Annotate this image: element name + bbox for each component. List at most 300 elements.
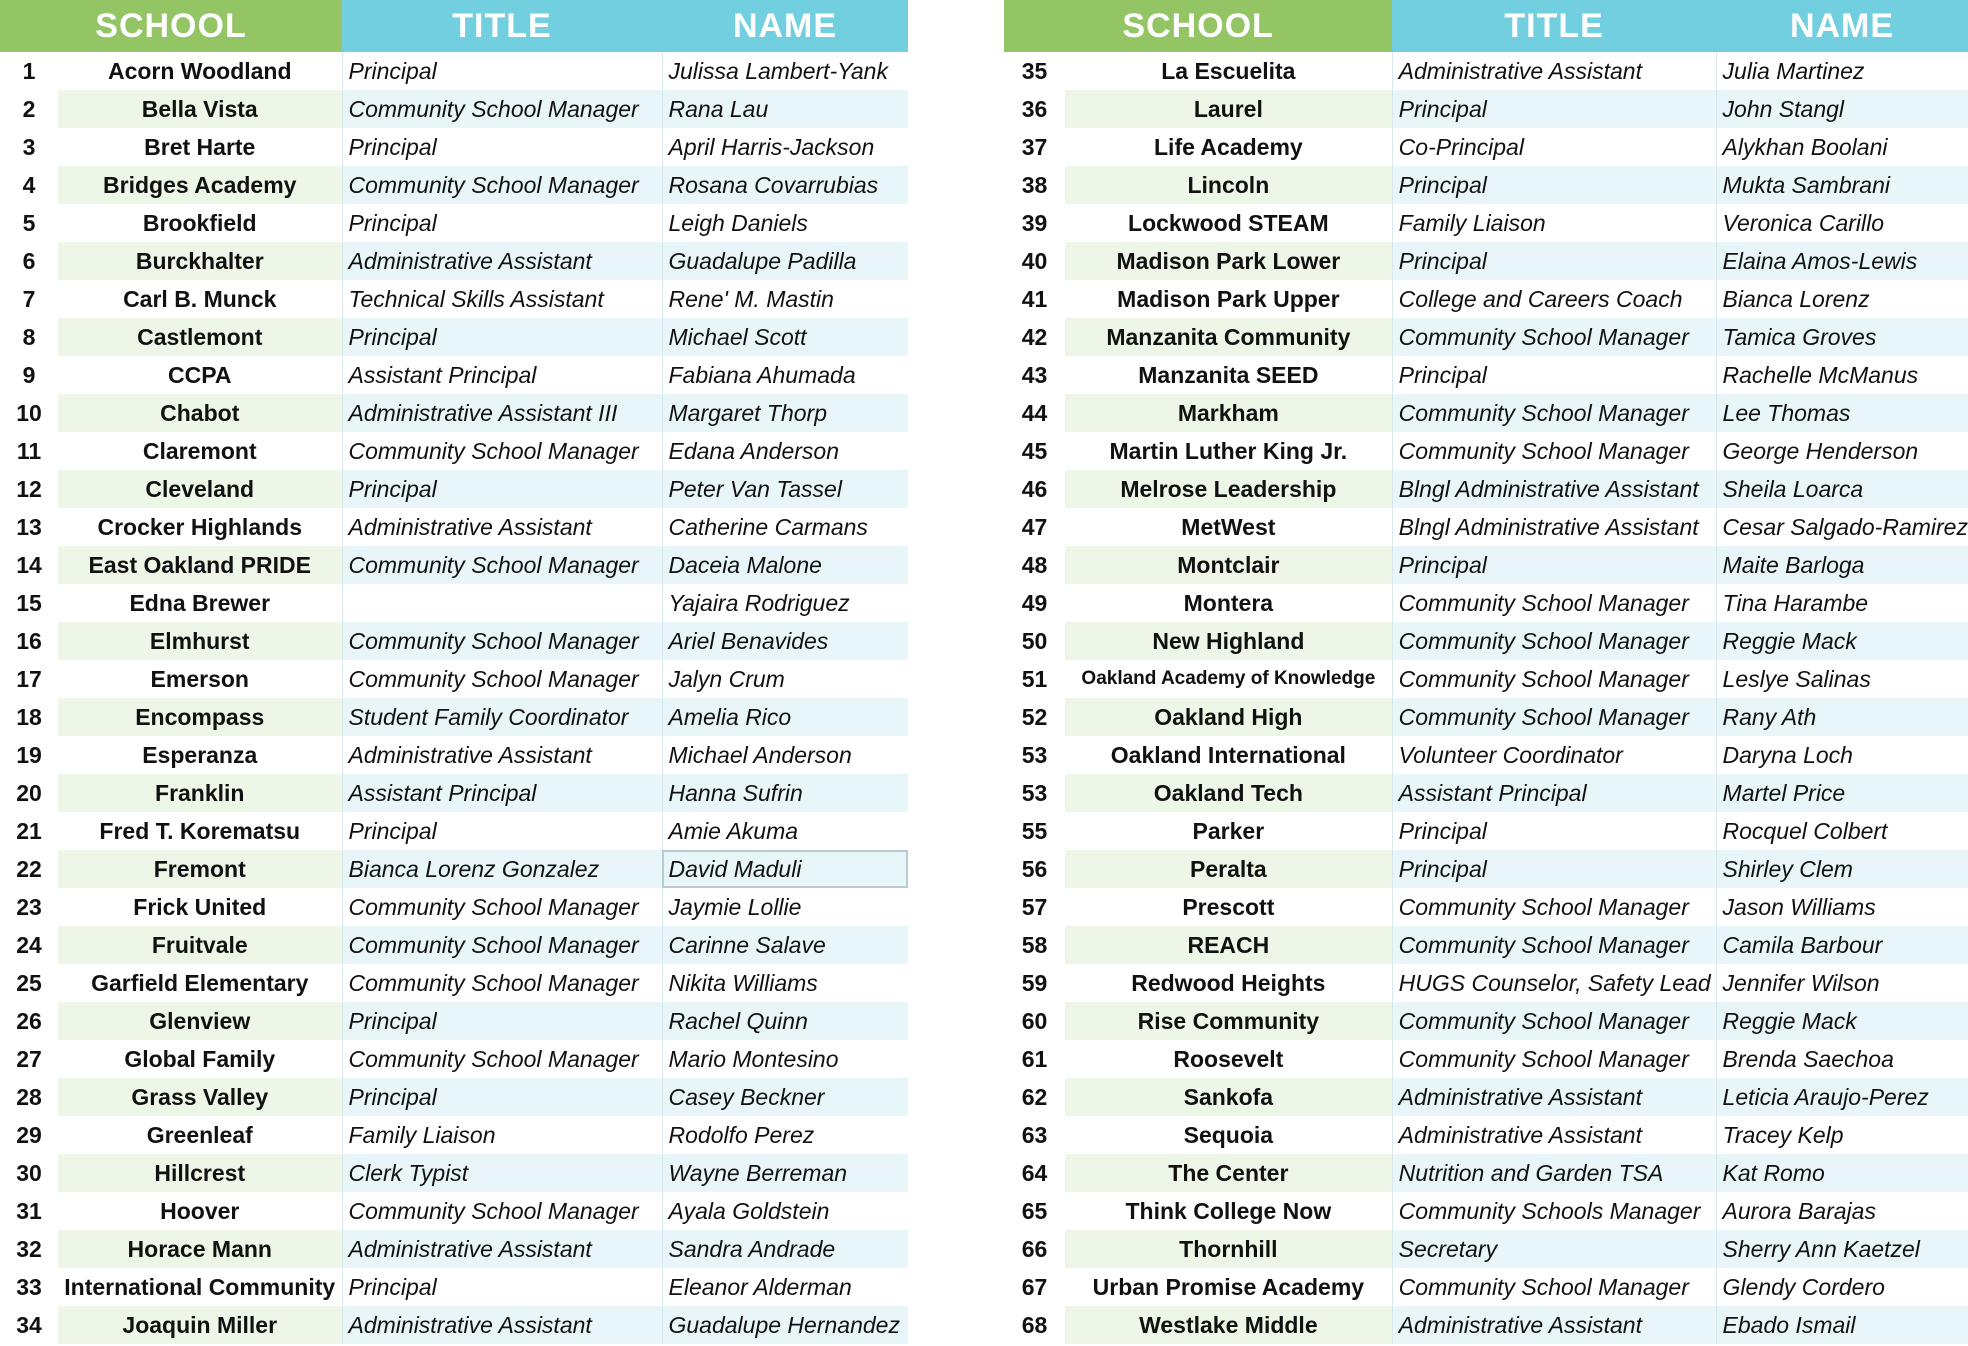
row-number-cell[interactable]: 59 (1021, 969, 1048, 996)
title-cell[interactable]: Principal (342, 318, 662, 356)
name-cell[interactable]: Tina Harambe (1716, 584, 1968, 622)
title-cell[interactable]: Volunteer Coordinator (1392, 736, 1716, 774)
title-cell[interactable]: Community School Manager (342, 546, 662, 584)
name-cell[interactable]: Julia Martinez (1716, 52, 1968, 90)
school-cell[interactable]: Horace Mann (58, 1230, 342, 1268)
title-cell[interactable]: Administrative Assistant (1392, 1306, 1716, 1344)
title-cell[interactable]: Community Schools Manager (1392, 1192, 1716, 1230)
row-number-cell[interactable]: 52 (1021, 703, 1048, 730)
title-column-header[interactable]: TITLE (342, 0, 662, 52)
row-number-cell[interactable]: 20 (16, 779, 42, 806)
row-number-cell[interactable]: 62 (1021, 1083, 1048, 1110)
title-cell[interactable]: Principal (1392, 90, 1716, 128)
table-row (1004, 964, 1968, 1002)
row-number-cell[interactable]: 50 (1021, 627, 1048, 654)
title-cell[interactable]: Community School Manager (342, 1192, 662, 1230)
row-number-cell[interactable]: 65 (1021, 1197, 1048, 1224)
row-number-cell[interactable]: 41 (1021, 285, 1048, 312)
school-column-header[interactable]: SCHOOL (0, 0, 342, 52)
title-cell[interactable]: Administrative Assistant (342, 508, 662, 546)
name-cell[interactable]: Casey Beckner (662, 1078, 908, 1116)
name-cell[interactable]: Rene' M. Mastin (662, 280, 908, 318)
school-cell[interactable]: Emerson (150, 665, 249, 692)
title-cell[interactable]: Community School Manager (1392, 660, 1716, 698)
row-number-cell[interactable]: 24 (16, 931, 42, 958)
school-cell[interactable]: Madison Park Upper (1117, 285, 1340, 312)
row-number-cell[interactable]: 36 (1021, 95, 1048, 122)
school-cell[interactable]: Fruitvale (58, 926, 342, 964)
title-cell[interactable]: Community School Manager (342, 888, 662, 926)
school-cell[interactable]: New Highland (1065, 622, 1392, 660)
school-cell[interactable]: Oakland High (1065, 698, 1392, 736)
school-cell[interactable]: Lincoln (1065, 166, 1392, 204)
title-cell[interactable]: Administrative Assistant III (342, 394, 662, 432)
title-cell[interactable]: Community School Manager (342, 1040, 662, 1078)
table-row (1004, 698, 1968, 736)
row-number-cell[interactable]: 58 (1021, 931, 1048, 958)
row-number-cell[interactable]: 55 (1021, 817, 1048, 844)
school-cell[interactable]: Greenleaf (146, 1121, 253, 1148)
row-number-cell[interactable]: 53 (1021, 741, 1048, 768)
name-cell[interactable]: Reggie Mack (1716, 1002, 1968, 1040)
school-cell[interactable]: Esperanza (142, 741, 258, 768)
row-number-cell[interactable]: 40 (1021, 247, 1048, 274)
row-number-cell[interactable]: 2 (22, 95, 36, 122)
school-cell[interactable]: Carl B. Munck (123, 285, 277, 312)
title-cell[interactable]: Principal (1392, 812, 1716, 850)
school-cell[interactable]: Chabot (58, 394, 342, 432)
school-cell[interactable]: Joaquin Miller (58, 1306, 342, 1344)
school-cell[interactable]: Roosevelt (1173, 1045, 1284, 1072)
row-number-cell[interactable]: 7 (22, 285, 36, 312)
school-cell[interactable]: Parker (1192, 817, 1265, 844)
title-cell[interactable]: Community School Manager (342, 622, 662, 660)
school-cell[interactable]: Grass Valley (58, 1078, 342, 1116)
school-cell[interactable]: Oakland Tech (1065, 774, 1392, 812)
school-cell[interactable]: Sequoia (1183, 1121, 1274, 1148)
title-cell[interactable]: Blngl Administrative Assistant (1392, 508, 1716, 546)
row-number-cell[interactable]: 56 (1021, 855, 1048, 882)
name-cell[interactable]: Leigh Daniels (662, 204, 908, 242)
name-cell[interactable]: Elaina Amos-Lewis (1716, 242, 1968, 280)
row-number-cell[interactable]: 23 (16, 893, 42, 920)
title-cell[interactable]: Principal (342, 470, 662, 508)
school-cell[interactable]: Westlake Middle (1065, 1306, 1392, 1344)
row-number-cell[interactable]: 13 (16, 513, 42, 540)
school-cell[interactable]: Bridges Academy (58, 166, 342, 204)
title-cell[interactable]: Clerk Typist (342, 1154, 662, 1192)
row-number-cell[interactable]: 64 (1021, 1159, 1048, 1186)
school-cell[interactable]: Peralta (1065, 850, 1392, 888)
name-cell[interactable]: George Henderson (1716, 432, 1968, 470)
row-number-cell[interactable]: 4 (22, 171, 36, 198)
school-cell[interactable]: Franklin (58, 774, 342, 812)
row-number-cell[interactable]: 45 (1021, 437, 1048, 464)
school-cell[interactable]: Sankofa (1065, 1078, 1392, 1116)
name-cell[interactable]: John Stangl (1716, 90, 1968, 128)
title-cell[interactable]: Community School Manager (1392, 926, 1716, 964)
row-number-cell[interactable]: 49 (1021, 589, 1048, 616)
row-number-cell[interactable]: 34 (16, 1311, 42, 1338)
title-cell[interactable]: Community School Manager (1392, 318, 1716, 356)
table-row (1004, 470, 1968, 508)
table-row (0, 584, 908, 622)
school-cell[interactable]: Burckhalter (58, 242, 342, 280)
name-cell[interactable]: Maite Barloga (1716, 546, 1968, 584)
row-number-cell[interactable]: 30 (16, 1159, 42, 1186)
row-number-cell[interactable]: 63 (1021, 1121, 1048, 1148)
title-cell[interactable]: Co-Principal (1392, 128, 1716, 166)
name-cell[interactable]: Amelia Rico (662, 698, 908, 736)
name-cell[interactable]: Guadalupe Hernandez (662, 1306, 908, 1344)
row-number-cell[interactable]: 47 (1021, 513, 1048, 540)
school-cell[interactable]: Crocker Highlands (97, 513, 302, 540)
table-row (0, 1154, 908, 1192)
school-cell[interactable]: Markham (1065, 394, 1392, 432)
title-cell[interactable]: Administrative Assistant (1392, 52, 1716, 90)
right-table-panel (1004, 0, 1968, 1344)
table-row (1004, 90, 1968, 128)
school-column-header[interactable]: SCHOOL (1004, 0, 1392, 52)
school-cell[interactable]: Cleveland (58, 470, 342, 508)
school-cell[interactable]: Madison Park Lower (1065, 242, 1392, 280)
name-cell[interactable]: Michael Scott (662, 318, 908, 356)
title-cell[interactable]: Blngl Administrative Assistant (1392, 470, 1716, 508)
table-row (0, 698, 908, 736)
title-cell[interactable]: Principal (342, 204, 662, 242)
school-cell[interactable]: Melrose Leadership (1065, 470, 1392, 508)
school-cell[interactable]: Martin Luther King Jr. (1109, 437, 1348, 464)
name-cell[interactable]: Leticia Araujo-Perez (1716, 1078, 1968, 1116)
title-cell[interactable]: Community School Manager (1392, 394, 1716, 432)
school-cell[interactable]: Brookfield (142, 209, 257, 236)
row-number-cell[interactable]: 67 (1021, 1273, 1048, 1300)
right-table-body (1004, 52, 1968, 1344)
name-cell[interactable]: Lee Thomas (1716, 394, 1968, 432)
title-cell[interactable]: Principal (1392, 546, 1716, 584)
school-cell[interactable]: Hoover (160, 1197, 240, 1224)
school-cell[interactable]: Frick United (133, 893, 267, 920)
title-cell[interactable]: Community School Manager (342, 90, 662, 128)
school-cell[interactable]: Fremont (58, 850, 342, 888)
title-cell[interactable]: Family Liaison (1392, 204, 1716, 242)
title-cell[interactable]: College and Careers Coach (1392, 280, 1716, 318)
title-cell[interactable]: Community School Manager (1392, 1002, 1716, 1040)
title-cell[interactable]: Principal (342, 1002, 662, 1040)
title-cell[interactable]: Principal (1392, 166, 1716, 204)
name-cell[interactable]: Jason Williams (1716, 888, 1968, 926)
row-number-cell[interactable]: 8 (22, 323, 36, 350)
title-cell[interactable]: Principal (342, 128, 662, 166)
school-cell[interactable]: East Oakland PRIDE (58, 546, 342, 584)
title-cell[interactable]: Family Liaison (342, 1116, 662, 1154)
name-cell[interactable]: Daryna Loch (1716, 736, 1968, 774)
name-cell[interactable]: Mukta Sambrani (1716, 166, 1968, 204)
name-cell[interactable]: Jennifer Wilson (1716, 964, 1968, 1002)
title-cell[interactable]: Administrative Assistant (1392, 1116, 1716, 1154)
school-cell[interactable]: CCPA (168, 361, 232, 388)
name-cell[interactable]: Julissa Lambert-Yank (662, 52, 908, 90)
row-number-cell[interactable]: 39 (1021, 209, 1048, 236)
title-cell[interactable]: Community School Manager (1392, 584, 1716, 622)
name-cell[interactable]: Rosana Covarrubias (662, 166, 908, 204)
title-cell[interactable]: Community School Manager (342, 432, 662, 470)
name-cell[interactable]: Brenda Saechoa (1716, 1040, 1968, 1078)
row-number-cell[interactable]: 48 (1021, 551, 1048, 578)
school-cell[interactable]: Redwood Heights (1131, 969, 1326, 996)
name-cell[interactable]: Glendy Cordero (1716, 1268, 1968, 1306)
name-cell[interactable]: Edana Anderson (662, 432, 908, 470)
row-number-cell[interactable]: 3 (22, 133, 36, 160)
name-column-header[interactable]: NAME (1716, 0, 1968, 52)
table-row (1004, 660, 1968, 698)
title-cell[interactable]: Assistant Principal (1392, 774, 1716, 812)
school-cell[interactable]: Garfield Elementary (91, 969, 309, 996)
name-cell[interactable]: Camila Barbour (1716, 926, 1968, 964)
row-number-cell[interactable]: 61 (1021, 1045, 1048, 1072)
row-number-cell[interactable]: 60 (1021, 1007, 1048, 1034)
name-cell[interactable]: Mario Montesino (662, 1040, 908, 1078)
school-cell[interactable]: The Center (1065, 1154, 1392, 1192)
title-cell[interactable]: Community School Manager (342, 660, 662, 698)
school-cell[interactable]: Thornhill (1065, 1230, 1392, 1268)
school-cell[interactable]: Encompass (58, 698, 342, 736)
title-cell[interactable]: Technical Skills Assistant (342, 280, 662, 318)
name-cell[interactable]: Reggie Mack (1716, 622, 1968, 660)
school-cell[interactable]: Hillcrest (58, 1154, 342, 1192)
row-number-cell[interactable]: 46 (1021, 475, 1048, 502)
school-cell[interactable]: Life Academy (1154, 133, 1303, 160)
title-cell[interactable]: Community School Manager (342, 964, 662, 1002)
title-cell[interactable]: Assistant Principal (342, 774, 662, 812)
name-cell[interactable]: Tamica Groves (1716, 318, 1968, 356)
name-cell[interactable]: Ayala Goldstein (662, 1192, 908, 1230)
name-cell[interactable]: Nikita Williams (662, 964, 908, 1002)
name-cell[interactable]: Peter Van Tassel (662, 470, 908, 508)
school-cell[interactable]: Montclair (1065, 546, 1392, 584)
table-row (0, 470, 908, 508)
title-cell[interactable]: Community School Manager (1392, 1040, 1716, 1078)
row-number-cell[interactable]: 42 (1021, 323, 1048, 350)
name-cell[interactable]: Leslye Salinas (1716, 660, 1968, 698)
table-row (0, 242, 908, 280)
name-cell[interactable]: Ebado Ismail (1716, 1306, 1968, 1344)
row-number-cell[interactable]: 33 (16, 1273, 42, 1300)
name-cell[interactable]: Daceia Malone (662, 546, 908, 584)
name-cell[interactable]: David Maduli (662, 850, 908, 888)
title-cell[interactable]: Community School Manager (1392, 622, 1716, 660)
school-cell[interactable]: Elmhurst (58, 622, 342, 660)
row-number-cell[interactable]: 11 (16, 437, 42, 464)
row-number-cell[interactable]: 32 (16, 1235, 42, 1262)
school-cell[interactable]: Global Family (124, 1045, 276, 1072)
table-row (1004, 242, 1968, 280)
school-cell[interactable]: Think College Now (1125, 1197, 1332, 1224)
table-row (1004, 166, 1968, 204)
name-cell[interactable]: Rana Lau (662, 90, 908, 128)
row-number-cell[interactable]: 53 (1021, 779, 1048, 806)
name-cell[interactable]: Sandra Andrade (662, 1230, 908, 1268)
name-cell[interactable]: Rocquel Colbert (1716, 812, 1968, 850)
school-cell[interactable]: Montera (1183, 589, 1274, 616)
name-cell[interactable]: Hanna Sufrin (662, 774, 908, 812)
title-cell[interactable]: Principal (342, 1078, 662, 1116)
title-cell[interactable]: Community School Manager (1392, 432, 1716, 470)
name-cell[interactable]: Wayne Berreman (662, 1154, 908, 1192)
name-cell[interactable]: Sheila Loarca (1716, 470, 1968, 508)
title-cell[interactable]: Community School Manager (342, 926, 662, 964)
name-cell[interactable]: Rany Ath (1716, 698, 1968, 736)
title-cell[interactable]: Nutrition and Garden TSA (1392, 1154, 1716, 1192)
school-cell[interactable]: Manzanita SEED (1138, 361, 1319, 388)
table-row (0, 622, 908, 660)
name-cell[interactable]: Yajaira Rodriguez (662, 584, 908, 622)
row-number-cell[interactable]: 5 (22, 209, 36, 236)
row-number-cell[interactable]: 66 (1021, 1235, 1048, 1262)
title-cell[interactable]: Community School Manager (1392, 888, 1716, 926)
school-cell[interactable]: Castlemont (58, 318, 342, 356)
row-number-cell[interactable]: 25 (16, 969, 42, 996)
school-cell[interactable]: Rise Community (1065, 1002, 1392, 1040)
name-cell[interactable]: Carinne Salave (662, 926, 908, 964)
name-cell[interactable]: Cesar Salgado-Ramirez (1716, 508, 1968, 546)
row-number-cell[interactable]: 1 (22, 57, 36, 84)
row-number-cell[interactable]: 16 (16, 627, 42, 654)
row-number-cell[interactable]: 9 (22, 361, 36, 388)
school-cell[interactable]: Laurel (1065, 90, 1392, 128)
name-cell[interactable]: Bianca Lorenz (1716, 280, 1968, 318)
row-number-cell[interactable]: 43 (1021, 361, 1048, 388)
title-cell[interactable]: Secretary (1392, 1230, 1716, 1268)
name-cell[interactable]: Veronica Carillo (1716, 204, 1968, 242)
name-cell[interactable]: Amie Akuma (662, 812, 908, 850)
table-row (0, 356, 908, 394)
row-number-cell[interactable]: 27 (16, 1045, 42, 1072)
row-number-cell[interactable]: 35 (1021, 57, 1048, 84)
school-cell[interactable]: MetWest (1181, 513, 1276, 540)
school-cell[interactable]: Bella Vista (58, 90, 342, 128)
title-cell[interactable]: Assistant Principal (342, 356, 662, 394)
title-cell[interactable]: Principal (342, 812, 662, 850)
table-row (1004, 128, 1968, 166)
school-cell[interactable]: Glenview (58, 1002, 342, 1040)
school-cell[interactable]: Lockwood STEAM (1128, 209, 1329, 236)
row-number-cell[interactable]: 51 (1021, 665, 1048, 692)
school-cell[interactable]: Urban Promise Academy (1092, 1273, 1365, 1300)
name-cell[interactable]: Alykhan Boolani (1716, 128, 1968, 166)
title-cell[interactable]: Bianca Lorenz Gonzalez (342, 850, 662, 888)
title-cell[interactable]: Principal (342, 52, 662, 90)
name-cell[interactable]: Aurora Barajas (1716, 1192, 1968, 1230)
name-cell[interactable]: Kat Romo (1716, 1154, 1968, 1192)
name-cell[interactable]: Jalyn Crum (662, 660, 908, 698)
school-cell[interactable]: Oakland Academy of Knowledge (1081, 668, 1376, 689)
table-row (0, 1116, 908, 1154)
row-number-cell[interactable]: 21 (16, 817, 42, 844)
row-number-cell[interactable]: 14 (16, 551, 42, 578)
row-number-cell[interactable]: 15 (16, 589, 42, 616)
title-cell[interactable]: Administrative Assistant (342, 1306, 662, 1344)
title-cell[interactable]: Administrative Assistant (342, 1230, 662, 1268)
name-cell[interactable]: Rodolfo Perez (662, 1116, 908, 1154)
title-cell[interactable]: Principal (1392, 242, 1716, 280)
title-cell[interactable]: Principal (1392, 356, 1716, 394)
title-cell[interactable]: Student Family Coordinator (342, 698, 662, 736)
title-cell[interactable]: Community School Manager (1392, 1268, 1716, 1306)
row-number-cell[interactable]: 18 (16, 703, 42, 730)
name-cell[interactable]: Eleanor Alderman (662, 1268, 908, 1306)
row-number-cell[interactable]: 6 (22, 247, 36, 274)
school-cell[interactable]: REACH (1065, 926, 1392, 964)
row-number-cell[interactable]: 26 (16, 1007, 42, 1034)
name-cell[interactable]: Sherry Ann Kaetzel (1716, 1230, 1968, 1268)
name-cell[interactable]: Margaret Thorp (662, 394, 908, 432)
row-number-cell[interactable]: 57 (1021, 893, 1048, 920)
table-row (0, 1078, 908, 1116)
school-cell[interactable]: Edna Brewer (129, 589, 271, 616)
row-number-cell[interactable]: 29 (16, 1121, 42, 1148)
name-cell[interactable]: Michael Anderson (662, 736, 908, 774)
title-column-header[interactable]: TITLE (1392, 0, 1716, 52)
school-cell[interactable]: Claremont (142, 437, 257, 464)
school-cell[interactable]: La Escuelita (1161, 57, 1296, 84)
row-number-cell[interactable]: 44 (1021, 399, 1048, 426)
table-row (0, 850, 908, 888)
title-cell[interactable]: HUGS Counselor, Safety Lead (1392, 964, 1716, 1002)
table-row (0, 508, 908, 546)
row-number-cell[interactable]: 68 (1021, 1311, 1048, 1338)
name-cell[interactable]: Rachel Quinn (662, 1002, 908, 1040)
row-number-cell[interactable]: 10 (16, 399, 42, 426)
title-cell[interactable] (342, 584, 662, 622)
name-cell[interactable]: Catherine Carmans (662, 508, 908, 546)
name-cell[interactable]: Ariel Benavides (662, 622, 908, 660)
name-cell[interactable]: Tracey Kelp (1716, 1116, 1968, 1154)
row-number-cell[interactable]: 22 (16, 855, 42, 882)
title-cell[interactable]: Principal (1392, 850, 1716, 888)
school-cell[interactable]: Acorn Woodland (107, 57, 292, 84)
name-cell[interactable]: Jaymie Lollie (662, 888, 908, 926)
title-cell[interactable]: Administrative Assistant (342, 736, 662, 774)
name-cell[interactable]: Shirley Clem (1716, 850, 1968, 888)
name-cell[interactable]: Martel Price (1716, 774, 1968, 812)
name-column-header[interactable]: NAME (662, 0, 908, 52)
title-cell[interactable]: Principal (342, 1268, 662, 1306)
school-cell[interactable]: Bret Harte (144, 133, 256, 160)
school-cell[interactable]: International Community (64, 1273, 336, 1300)
row-number-cell[interactable]: 38 (1021, 171, 1048, 198)
school-cell[interactable]: Fred T. Korematsu (99, 817, 301, 844)
row-number-cell[interactable]: 17 (16, 665, 42, 692)
name-cell[interactable]: Guadalupe Padilla (662, 242, 908, 280)
row-number-cell[interactable]: 19 (16, 741, 42, 768)
title-cell[interactable]: Administrative Assistant (342, 242, 662, 280)
row-number-cell[interactable]: 28 (16, 1083, 42, 1110)
name-cell[interactable]: April Harris-Jackson (662, 128, 908, 166)
title-cell[interactable]: Community School Manager (1392, 698, 1716, 736)
row-number-cell[interactable]: 12 (16, 475, 42, 502)
school-cell[interactable]: Oakland International (1110, 741, 1346, 768)
name-cell[interactable]: Rachelle McManus (1716, 356, 1968, 394)
school-cell[interactable]: Prescott (1182, 893, 1275, 920)
title-cell[interactable]: Administrative Assistant (1392, 1078, 1716, 1116)
row-number-cell[interactable]: 37 (1021, 133, 1048, 160)
row-number-cell[interactable]: 31 (16, 1197, 42, 1224)
title-cell[interactable]: Community School Manager (342, 166, 662, 204)
school-cell[interactable]: Manzanita Community (1065, 318, 1392, 356)
name-cell[interactable]: Fabiana Ahumada (662, 356, 908, 394)
table-row (0, 1306, 908, 1344)
